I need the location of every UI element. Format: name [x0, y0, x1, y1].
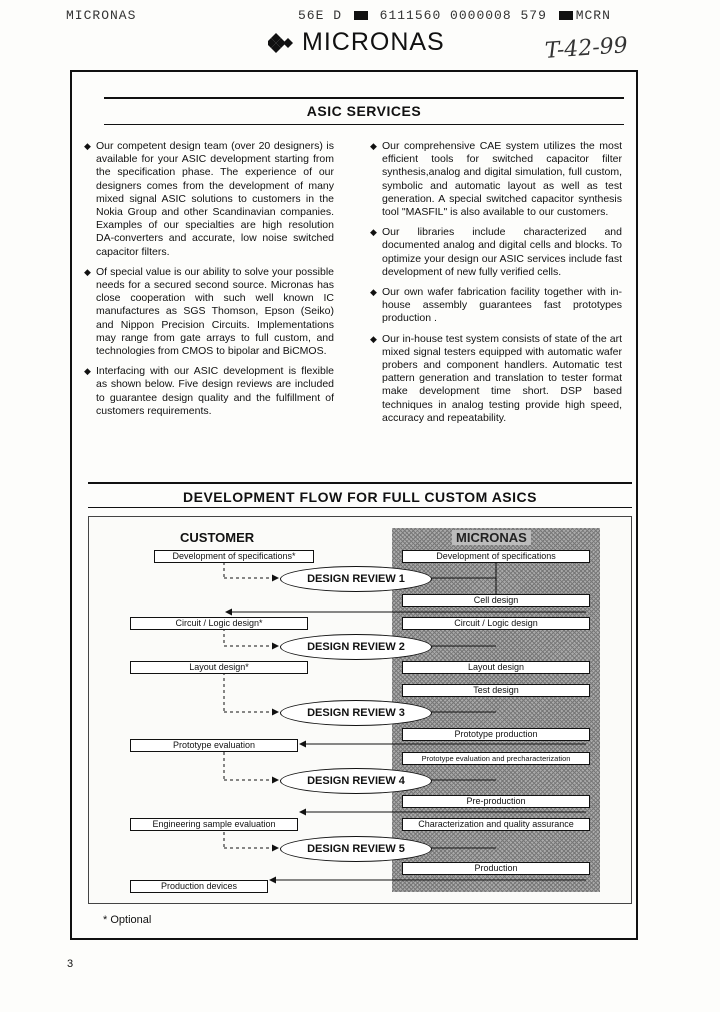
customer-header: CUSTOMER — [180, 530, 255, 545]
micronas-step: Layout design — [402, 661, 590, 674]
micronas-step: Production — [402, 862, 590, 875]
micronas-step: Pre-production — [402, 795, 590, 808]
customer-step: Layout design* — [130, 661, 308, 674]
right-paragraph: ◆ Our libraries include characterized and documented analog and digital cells and blocks. To optimize your design our ASIC services include fast development of new fully verified cells. — [370, 226, 622, 279]
micronas-step: Development of specifications — [402, 550, 590, 563]
left-paragraph: ◆ Interfacing with our ASIC development is flexible as shown below. Five design reviews are included to guarantee design quality and the fulfillment of customers requirements. — [84, 365, 334, 418]
asic-services-title: ASIC SERVICES — [306, 103, 422, 119]
customer-step: Production devices — [130, 880, 268, 893]
design-review-5: DESIGN REVIEW 5 — [280, 836, 432, 862]
scan-header-left: MICRONAS — [66, 8, 137, 23]
customer-step: Prototype evaluation — [130, 739, 298, 752]
logo-text: MICRONAS — [302, 28, 445, 56]
design-review-2: DESIGN REVIEW 2 — [280, 634, 432, 660]
left-paragraph: ◆ Our competent design team (over 20 designers) is available for your ASIC development starting from the specification phase. The experience of our designers comes from the development of many mixed signal ASIC solutions to customers in the Nokia Group and other Scandinavian companies. Examples of our specialties are high resolution DA-converters and accurate, low noise switched capacitor filters. — [84, 140, 334, 259]
flow-title: DEVELOPMENT FLOW FOR FULL CUSTOM ASICS — [183, 489, 537, 505]
right-paragraph: ◆ Our own wafer fabrication facility together with in-house assembly guarantees fast prototypes production . — [370, 286, 622, 326]
micronas-step: Test design — [402, 684, 590, 697]
design-review-4: DESIGN REVIEW 4 — [280, 768, 432, 794]
micronas-step: Prototype production — [402, 728, 590, 741]
right-paragraph: ◆ Our in-house test system consists of state of the art mixed signal testers equipped with automatic wafer probers and component handlers. Automatic test pattern generation and translation to tester format make development time short. DSP based techniques in analog testing provide high speed, accuracy and repeatability. — [370, 333, 622, 425]
handwritten-note: T-42-99 — [544, 33, 629, 64]
scan-code-b: 6111560 0000008 579 — [379, 8, 547, 23]
customer-step: Circuit / Logic design* — [130, 617, 308, 630]
page-number: 3 — [67, 958, 74, 970]
scan-code-c: MCRN — [575, 8, 611, 23]
customer-step: Development of specifications* — [154, 550, 314, 563]
design-review-1: DESIGN REVIEW 1 — [280, 566, 432, 592]
micronas-header: MICRONAS — [452, 530, 531, 545]
optional-footnote: * Optional — [103, 914, 152, 926]
right-paragraph: ◆ Our comprehensive CAE system utilizes the most efficient tools for switched capacitor filter synthesis,analog and digital simulation, full custom, symbolic and automatic layout as well as test generation. A special switched capacitor synthesis tool "MASFIL" is also available to our customers. — [370, 140, 622, 219]
micronas-step: Circuit / Logic design — [402, 617, 590, 630]
design-review-3: DESIGN REVIEW 3 — [280, 700, 432, 726]
customer-step: Engineering sample evaluation — [130, 818, 298, 831]
scan-code-a: 56E D — [298, 8, 343, 23]
micronas-step: Cell design — [402, 594, 590, 607]
micronas-step: Prototype evaluation and precharacterization — [402, 752, 590, 765]
micronas-step: Characterization and quality assurance — [402, 818, 590, 831]
left-paragraph: ◆ Of special value is our ability to solve your possible needs for a secured second source. Micronas has close cooperation with such well known IC manufactures as SGS Thomson, Epson (Seiko) and Nippon Precision Circuits. Implementations may range from gate arrays to full custom, and technologies from CMOS to bipolar and BiCMOS. — [84, 266, 334, 358]
